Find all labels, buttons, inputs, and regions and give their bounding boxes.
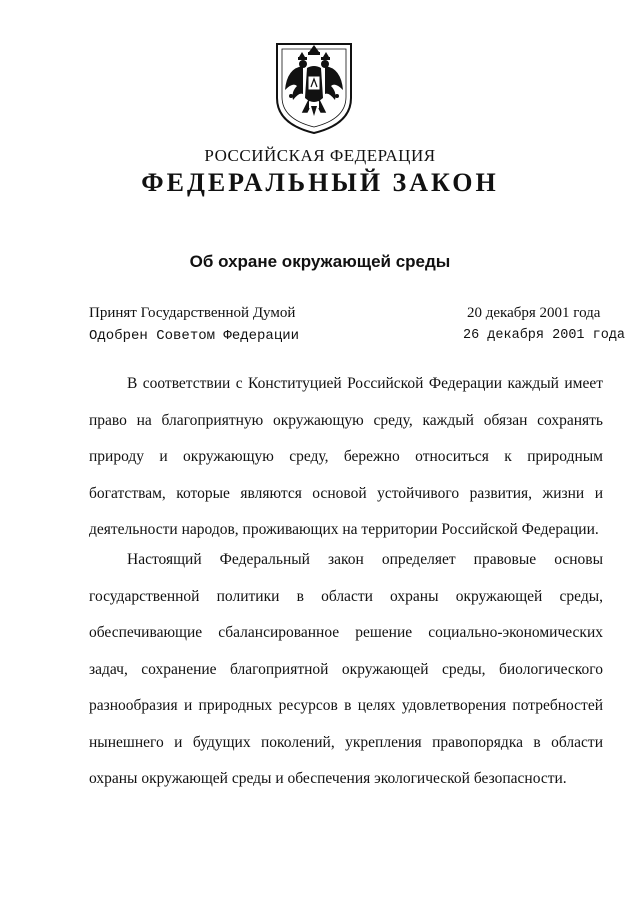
approved-date: 26 декабря 2001 года [463, 328, 626, 343]
preamble-paragraph: Настоящий Федеральный закон определяет правовые основы государственной политики в области охраны окружающей среды, обеспечивающие сбалансированное решение социально-экономических задач, сохранение благоприятной окружающей среды, биологического разнообразия и природных ресурсов в целях удовлетворения потребностей нынешнего и будущих поколений, укрепления правопорядка в области охраны окружающей среды и обеспечения экологической безопасности. [89, 551, 603, 787]
approved-by: Одобрен Советом Федерации [89, 328, 300, 344]
law-title: Об охране окружающей среды [189, 252, 451, 271]
adopted-by: Принят Государственной Думой [89, 305, 296, 321]
law-type-heading: ФЕДЕРАЛЬНЫЙ ЗАКОН [141, 168, 499, 197]
state-name: РОССИЙСКАЯ ФЕДЕРАЦИЯ [204, 146, 436, 165]
adopted-date: 20 декабря 2001 года [467, 305, 601, 321]
coat-of-arms-emblem [273, 40, 355, 136]
preamble-paragraph: В соответствии с Конституцией Российской Федерации каждый имеет право на благоприятную окружающую среду, каждый обязан сохранять природу и окружающую среду, бережно относиться к природным богатствам, которые являются основой устойчивого развития, жизни и деятельности народов, проживающих на территории Российской Федерации. [89, 375, 603, 538]
